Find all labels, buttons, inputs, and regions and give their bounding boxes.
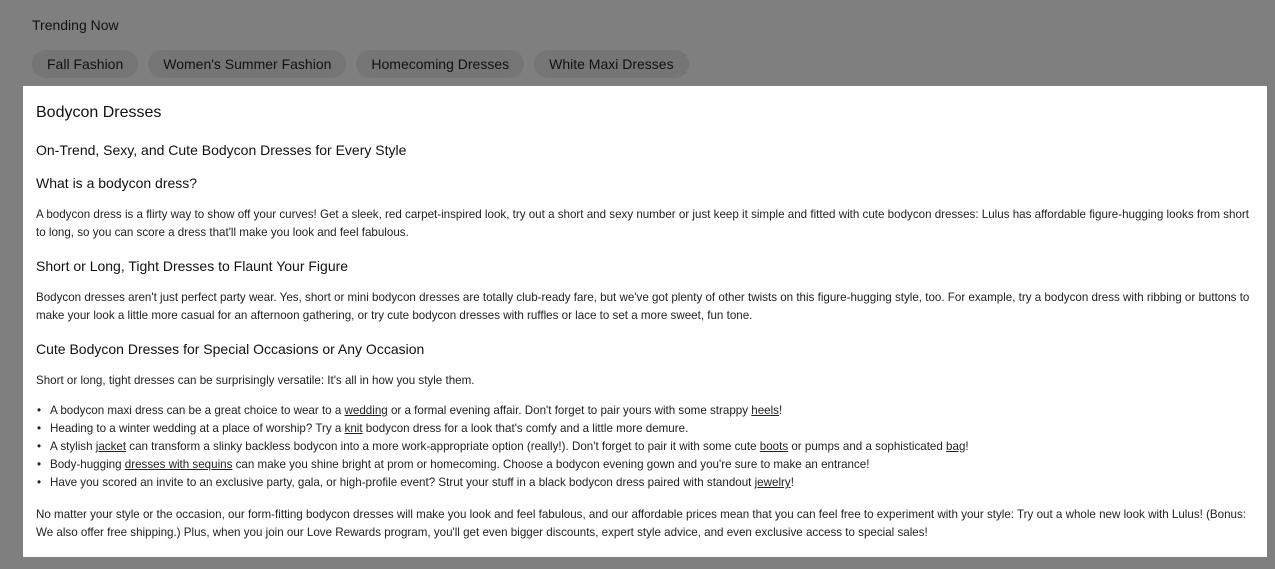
chip-fall-fashion[interactable]: Fall Fashion bbox=[32, 50, 138, 78]
section-heading-what-is: What is a bodycon dress? bbox=[36, 175, 198, 191]
styling-tips-list bbox=[36, 402, 969, 492]
list-item-text: Have you scored an invite to an exclusive party, gala, or high-profile event? Strut your stuff in a black bodycon dress paired with standout bbox=[50, 476, 755, 489]
article-subtitle: On-Trend, Sexy, and Cute Bodycon Dresses for Every Style bbox=[36, 142, 407, 158]
chip-white-maxi-dresses[interactable]: White Maxi Dresses bbox=[534, 50, 688, 78]
list-item bbox=[36, 420, 969, 438]
section-heading-short-or-long: Short or Long, Tight Dresses to Flaunt Your Figure bbox=[36, 258, 349, 274]
list-item-text: ! bbox=[778, 404, 783, 417]
list-item bbox=[36, 456, 969, 474]
link-dresses-with-sequins[interactable]: dresses with sequins bbox=[124, 458, 233, 471]
list-item-text: A bodycon maxi dress can be a great choice to wear to a bbox=[50, 404, 345, 417]
closing-paragraph: No matter your style or the occasion, our form-fitting bodycon dresses will make you look and feel fabulous, and our affordable prices mean that you can feel free to experiment with your style: Try out a whole new look with Lulus! (Bonus: We also offer free shipping.) Plus, when you join our Love Rewards program, you'll get even bigger discounts, expert style advice, and even exclusive access to special sales! bbox=[36, 508, 1247, 539]
list-item-text: ! bbox=[965, 440, 969, 453]
list-item-text: ! bbox=[790, 476, 794, 489]
link-jacket[interactable]: jacket bbox=[95, 440, 127, 453]
section-heading-special-occasions: Cute Bodycon Dresses for Special Occasions or Any Occasion bbox=[36, 341, 425, 357]
list-item-text: can transform a slinky backless bodycon into a more work-appropriate option (really!). Don't forget to pair it with some cute bbox=[126, 440, 760, 453]
section-body-what-is: A bodycon dress is a flirty way to show off your curves! Get a sleek, red carpet-inspired look, try out a short and sexy number or just keep it simple and fitted with cute bodycon dresses: Lulus has affordable figure-hugging looks from short to long, so you can score a dress that'll make you look and feel fabulous. bbox=[36, 208, 1250, 239]
link-boots[interactable]: boots bbox=[759, 440, 789, 453]
list-item bbox=[36, 438, 969, 456]
seo-content-panel bbox=[23, 86, 1267, 557]
link-heels[interactable]: heels bbox=[751, 404, 779, 417]
link-knit[interactable]: knit bbox=[344, 422, 363, 435]
link-jewelry[interactable]: jewelry bbox=[754, 476, 791, 489]
section-body-short-or-long: Bodycon dresses aren't just perfect party wear. Yes, short or mini bodycon dresses are totally club-ready fare, but we've got plenty of other twists on this figure-hugging style, too. For example, try a bodycon dress with ribbing or buttons to make your look a little more casual for an afternoon gathering, or try cute bodycon dresses with ruffles or lace to set a more sweet, fun tone. bbox=[36, 291, 1250, 322]
list-item-text: or pumps and a sophisticated bbox=[788, 440, 947, 453]
list-item-text: can make you shine bright at prom or homecoming. Choose a bodycon evening gown and you're sure to make an entrance! bbox=[232, 458, 870, 471]
list-item-text: Body-hugging bbox=[50, 458, 125, 471]
link-bag[interactable]: bag bbox=[946, 440, 966, 453]
list-item bbox=[36, 402, 969, 420]
chip-womens-summer-fashion[interactable]: Women's Summer Fashion bbox=[148, 50, 346, 78]
list-item-text: A stylish bbox=[50, 440, 96, 453]
trending-title: Trending Now bbox=[32, 17, 119, 33]
trending-chips bbox=[32, 50, 689, 78]
article-title: Bodycon Dresses bbox=[36, 104, 162, 121]
section-intro-special-occasions: Short or long, tight dresses can be surprisingly versatile: It's all in how you style them. bbox=[36, 374, 475, 387]
list-item-text: bodycon dress for a look that's comfy and a little more demure. bbox=[362, 422, 689, 435]
chip-homecoming-dresses[interactable]: Homecoming Dresses bbox=[356, 50, 524, 78]
list-item bbox=[36, 474, 969, 492]
list-item-text: Heading to a winter wedding at a place of worship? Try a bbox=[50, 422, 345, 435]
list-item-text: or a formal evening affair. Don't forget to pair yours with some strappy bbox=[387, 404, 752, 417]
link-wedding[interactable]: wedding bbox=[344, 404, 388, 417]
